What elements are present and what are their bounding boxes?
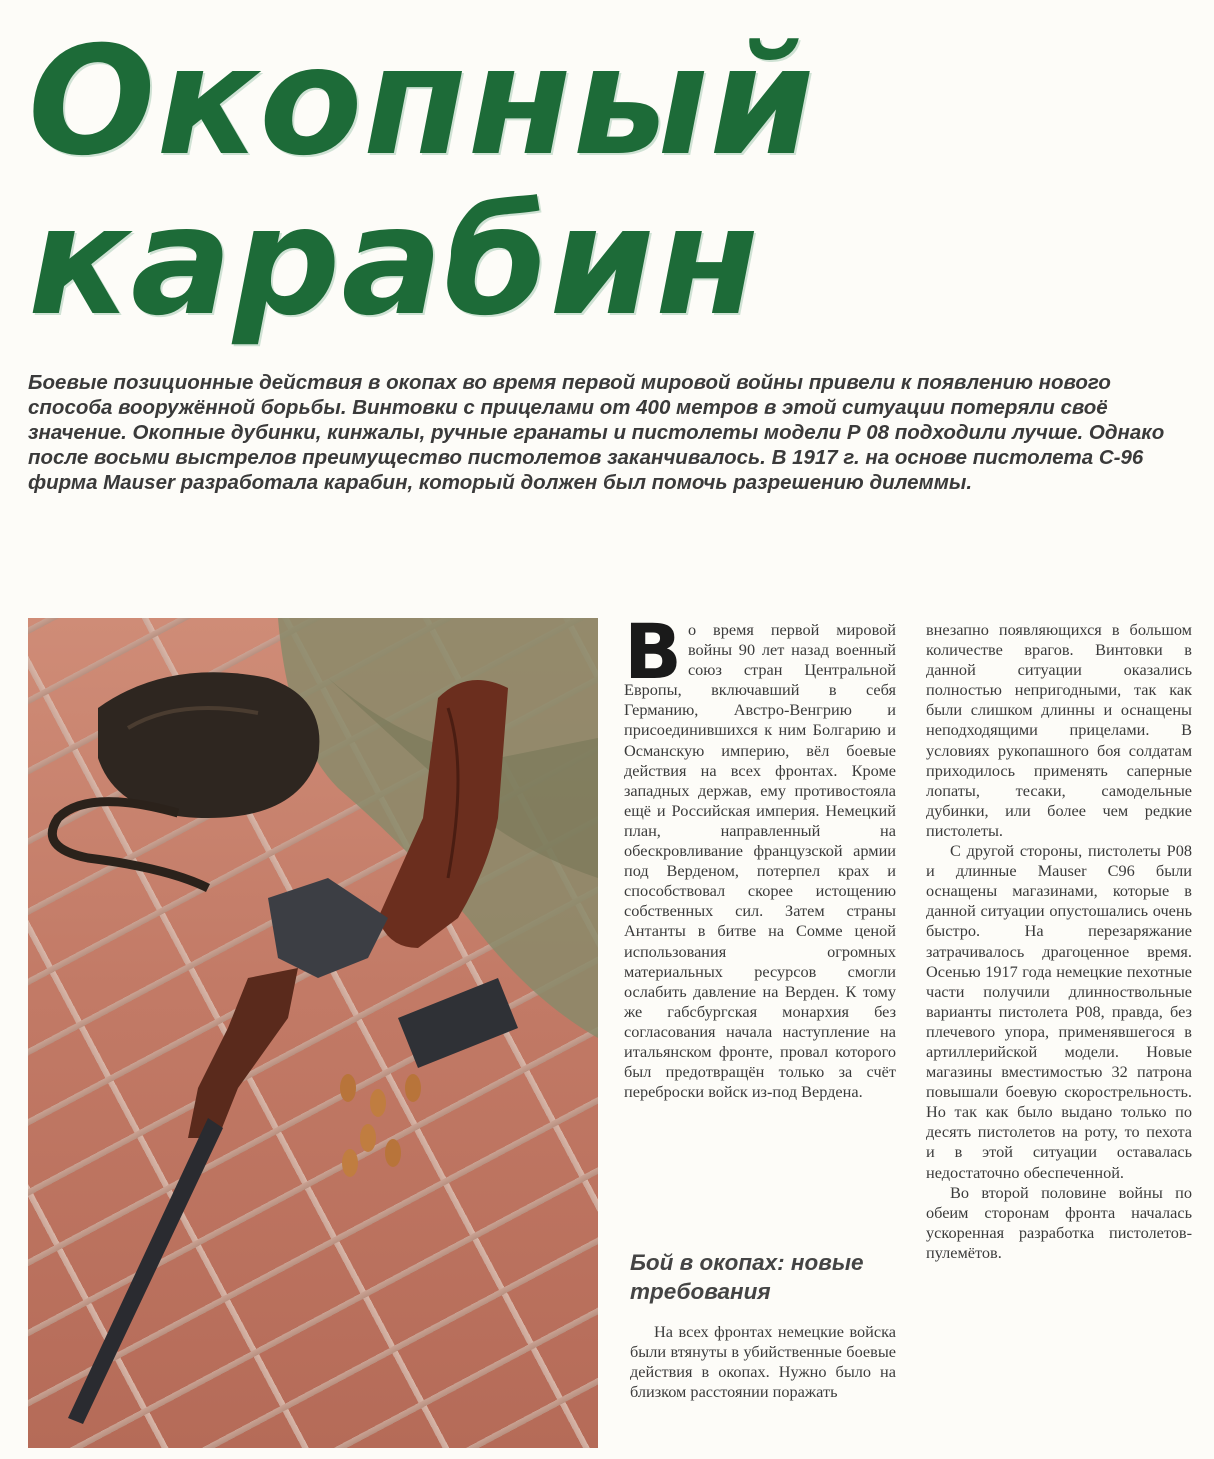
- carbine-receiver: [268, 878, 388, 978]
- body-paragraph-1-text: о время первой мировой войны 90 лет назад военный союз стран Центральной Европы, включавший в себя Германию, Австро-Венгрию и присоединившихся к ним Болгарию и Османскую империю, вёл боевые действия на всех фронтах. Кроме западных держав, ему противостояла ещё и Российская империя. Немецкий план, направленный на обескровливание французской армии под Верденом, потерпел крах и способствовал скорее истощению собственных сил. Затем страны Антанты в битве на Сомме ценой использования огромных материальных ресурсов смогли ослабить давление на Верден. К тому же габсбургская монархия без согласования начала наступление на итальянском фронте, провал которого был предотвращён только за счёт переброски войск из-под Вердена.: [624, 620, 896, 1102]
- carbine-barrel: [68, 1118, 223, 1424]
- article-column-2: [926, 620, 1192, 1263]
- body-paragraph-1: [624, 607, 896, 1102]
- cartridge: [405, 1074, 421, 1102]
- leather-case: [98, 672, 319, 818]
- title-line-2: карабин: [28, 175, 761, 349]
- cartridge: [360, 1124, 376, 1152]
- body-paragraph-4: С другой стороны, пистолеты Р08 и длинные Mauser C96 были оснащены магазинами, которые в данной ситуации опустошались очень быстро. На перезаряжание затрачивалось драгоценное время. Осенью 1917 года немецкие пехотные части получили длинноствольные варианты пистолета Р08, правда, без плечевого упора, применявшегося в артиллерийской модели. Новые магазины вместимостью 32 патрона повышали боевую скорострельность. Но так как было выдано только по десять пистолетов на роту, то пехота и в этой ситуации оставалась недостаточно обеспеченной.: [926, 841, 1192, 1182]
- carbine-illustration: [28, 618, 598, 1448]
- cartridge: [340, 1074, 356, 1102]
- title-line-1: Окопный: [28, 15, 816, 189]
- cartridge: [385, 1139, 401, 1167]
- article-column-1: [624, 607, 896, 1228]
- body-paragraph-5: Во второй половине войны по обеим сторонам фронта началась ускоренная разработка пистолетов-пулемётов.: [926, 1182, 1192, 1262]
- section-subheading: Бой в окопах: новые требования: [630, 1250, 864, 1304]
- body-paragraph-3: внезапно появляющихся в большом количестве врагов. Винтовки в данной ситуации оказались полностью непригодными, так как были слишком длинны и оснащены неподходящими прицелами. В условиях рукопашного боя солдатам приходилось применять саперные лопаты, тесаки, самодельные дубинки, или более чем редкие пистолеты.: [926, 620, 1192, 840]
- lead-paragraph: Боевые позиционные действия в окопах во время первой мировой войны привели к появлению нового способа вооружённой борьбы. Винтовки с прицелами от 400 метров в этой ситуации потеряли своё значение. Окопные дубинки, кинжалы, ручные гранаты и пистолеты модели Р 08 подходили лучше. Однако после восьми выстрелов преимущество пистолетов заканчивалось. В 1917 г. на основе пистолета С-96 фирма Mauser разработала карабин, который должен был помочь разрешению дилеммы.: [28, 371, 1165, 494]
- carbine-forend: [188, 968, 298, 1138]
- drop-cap: В: [624, 607, 682, 696]
- cartridge: [370, 1089, 386, 1117]
- article-column-1-bottom: [630, 1322, 896, 1402]
- carbine-photo: [28, 618, 598, 1448]
- cartridge: [342, 1149, 358, 1177]
- magazine: [398, 978, 518, 1068]
- body-paragraph-2: На всех фронтах немецкие войска были втянуты в убийственные боевые действия в окопах. Нужно было на близком расстоянии поражать: [630, 1322, 896, 1402]
